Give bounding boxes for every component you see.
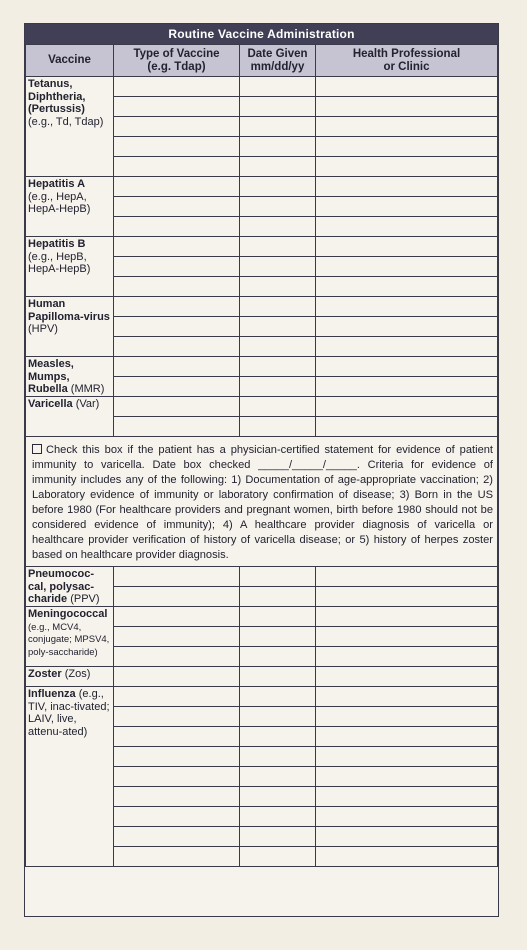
vaccine-name: Tetanus, Diphtheria, (Pertussis) — [28, 78, 86, 115]
type-of-vaccine-field[interactable] — [114, 787, 240, 807]
vaccine-name-cell-human-papilloma-virus — [26, 297, 114, 357]
type-of-vaccine-field[interactable] — [114, 97, 240, 117]
health-professional-field[interactable] — [316, 627, 498, 647]
health-professional-field[interactable] — [316, 847, 498, 867]
vaccine-examples: (e.g., Td, Tdap) — [28, 115, 104, 128]
date-given-field[interactable] — [240, 627, 316, 647]
health-professional-field[interactable] — [316, 117, 498, 137]
vaccine-entry-row — [26, 297, 498, 317]
vaccine-name: Varicella — [28, 398, 73, 410]
vaccine-entry-row — [26, 357, 498, 377]
type-of-vaccine-field[interactable] — [114, 137, 240, 157]
date-given-field[interactable] — [240, 687, 316, 707]
vaccine-examples: (e.g., HepB, HepA-HepB) — [28, 250, 91, 275]
health-professional-field[interactable] — [316, 667, 498, 687]
vaccine-examples: (e.g., MCV4, conjugate; MPSV4, poly-saccharide) — [28, 621, 110, 658]
type-of-vaccine-field[interactable] — [114, 567, 240, 587]
health-professional-field[interactable] — [316, 397, 498, 417]
date-given-field[interactable] — [240, 377, 316, 397]
date-given-field[interactable] — [240, 707, 316, 727]
health-professional-field[interactable] — [316, 197, 498, 217]
date-given-field[interactable] — [240, 807, 316, 827]
varicella-note-row — [26, 437, 498, 567]
type-of-vaccine-field[interactable] — [114, 337, 240, 357]
vaccine-name-cell-influenza — [26, 687, 114, 867]
health-professional-field[interactable] — [316, 377, 498, 397]
vaccine-examples: (Zos) — [64, 668, 91, 680]
type-of-vaccine-field[interactable] — [114, 177, 240, 197]
type-of-vaccine-field[interactable] — [114, 197, 240, 217]
date-given-field[interactable] — [240, 647, 316, 667]
vaccine-entry-row — [26, 607, 498, 627]
type-of-vaccine-field[interactable] — [114, 117, 240, 137]
date-given-field[interactable] — [240, 337, 316, 357]
health-professional-field[interactable] — [316, 707, 498, 727]
date-given-field[interactable] — [240, 77, 316, 97]
health-professional-field[interactable] — [316, 787, 498, 807]
header-row — [26, 45, 498, 77]
vaccine-examples: (PPV) — [70, 593, 100, 605]
date-given-field[interactable] — [240, 587, 316, 607]
vaccine-name: Zoster — [28, 668, 62, 680]
vaccine-examples: (e.g., TIV, inac-tivated; LAIV, live, attenu-ated) — [28, 688, 110, 738]
date-given-field[interactable] — [240, 277, 316, 297]
card-title: Routine Vaccine Administration — [25, 24, 498, 44]
vaccine-name: Hepatitis A — [28, 178, 86, 190]
health-professional-field[interactable] — [316, 587, 498, 607]
vaccine-entry-row — [26, 687, 498, 707]
header-type: Type of Vaccine (e.g. Tdap) — [114, 45, 240, 77]
vaccine-examples: (Var) — [75, 398, 100, 410]
vaccine-entry-row — [26, 667, 498, 687]
health-professional-field[interactable] — [316, 747, 498, 767]
date-given-field[interactable] — [240, 197, 316, 217]
vaccine-name: Pneumococ-cal, polysac-charide — [28, 568, 95, 605]
date-given-field[interactable] — [240, 397, 316, 417]
vaccine-name-cell-tetanus-diphtheria-pertussis — [26, 77, 114, 177]
type-of-vaccine-field[interactable] — [114, 77, 240, 97]
date-given-field[interactable] — [240, 567, 316, 587]
vaccine-entry-row — [26, 177, 498, 197]
health-professional-field[interactable] — [316, 827, 498, 847]
type-of-vaccine-field[interactable] — [114, 747, 240, 767]
type-of-vaccine-field[interactable] — [114, 607, 240, 627]
health-professional-field[interactable] — [316, 277, 498, 297]
vaccine-name-cell-hepatitis-b — [26, 237, 114, 297]
health-professional-field[interactable] — [316, 137, 498, 157]
vaccine-table — [25, 44, 498, 867]
health-professional-field[interactable] — [316, 337, 498, 357]
date-given-field[interactable] — [240, 787, 316, 807]
date-given-field[interactable] — [240, 217, 316, 237]
vaccine-name: Hepatitis B — [28, 238, 86, 250]
type-of-vaccine-field[interactable] — [114, 257, 240, 277]
health-professional-field[interactable] — [316, 97, 498, 117]
type-of-vaccine-field[interactable] — [114, 847, 240, 867]
date-given-field[interactable] — [240, 847, 316, 867]
type-of-vaccine-field[interactable] — [114, 807, 240, 827]
date-given-field[interactable] — [240, 317, 316, 337]
type-of-vaccine-field[interactable] — [114, 727, 240, 747]
type-of-vaccine-field[interactable] — [114, 667, 240, 687]
health-professional-field[interactable] — [316, 297, 498, 317]
type-of-vaccine-field[interactable] — [114, 417, 240, 437]
health-professional-field[interactable] — [316, 157, 498, 177]
type-of-vaccine-field[interactable] — [114, 377, 240, 397]
vaccine-name-cell-varicella — [26, 397, 114, 437]
header-date: Date Given mm/dd/yy — [240, 45, 316, 77]
date-given-field[interactable] — [240, 357, 316, 377]
type-of-vaccine-field[interactable] — [114, 587, 240, 607]
vaccine-name-cell-pneumococ-cal-polysac-charide — [26, 567, 114, 607]
vaccine-name-cell-hepatitis-a — [26, 177, 114, 237]
date-given-field[interactable] — [240, 607, 316, 627]
date-given-field[interactable] — [240, 747, 316, 767]
health-professional-field[interactable] — [316, 77, 498, 97]
date-given-field[interactable] — [240, 157, 316, 177]
date-given-field[interactable] — [240, 177, 316, 197]
type-of-vaccine-field[interactable] — [114, 237, 240, 257]
type-of-vaccine-field[interactable] — [114, 277, 240, 297]
type-of-vaccine-field[interactable] — [114, 157, 240, 177]
type-of-vaccine-field[interactable] — [114, 357, 240, 377]
type-of-vaccine-field[interactable] — [114, 217, 240, 237]
vaccine-name-cell-zoster — [26, 667, 114, 687]
health-professional-field[interactable] — [316, 217, 498, 237]
vaccine-name: Meningococcal — [28, 608, 108, 620]
vaccine-examples: (HPV) — [28, 323, 58, 335]
vaccine-name-cell-measles-mumps-rubella — [26, 357, 114, 397]
health-professional-field[interactable] — [316, 237, 498, 257]
varicella-immunity-note — [26, 437, 498, 567]
type-of-vaccine-field[interactable] — [114, 397, 240, 417]
health-professional-field[interactable] — [316, 807, 498, 827]
header-health-professional: Health Professional or Clinic — [316, 45, 498, 77]
health-professional-field[interactable] — [316, 647, 498, 667]
health-professional-field[interactable] — [316, 417, 498, 437]
date-given-field[interactable] — [240, 97, 316, 117]
header-vaccine: Vaccine — [26, 45, 114, 77]
type-of-vaccine-field[interactable] — [114, 767, 240, 787]
varicella-note-text: Check this box if the patient has a physician-certified statement for evidence of patient immunity to varicella. Date box checked _____/_____/_____. Criteria for evidence of immunity includes any of the following: 1) Documentation of age-appropriate vaccination; 2) Laboratory evidence of immunity or laboratory confirmation of disease; 3) Born in the US before 1980 (For healthcare providers and pregnant women, birth before 1980 should not be considered evidence of immunity); 4) A healthcare provider diagnosis of varicella or healthcare provider verification of history of varicella disease; or 5) history of herpes zoster based on healthcare provider diagnosis. — [32, 444, 493, 561]
vaccine-entry-row — [26, 77, 498, 97]
date-given-field[interactable] — [240, 117, 316, 137]
health-professional-field[interactable] — [316, 567, 498, 587]
date-given-field[interactable] — [240, 417, 316, 437]
health-professional-field[interactable] — [316, 317, 498, 337]
date-given-field[interactable] — [240, 297, 316, 317]
type-of-vaccine-field[interactable] — [114, 687, 240, 707]
type-of-vaccine-field[interactable] — [114, 827, 240, 847]
type-of-vaccine-field[interactable] — [114, 297, 240, 317]
immunity-checkbox[interactable] — [32, 444, 42, 454]
vaccine-entry-row — [26, 567, 498, 587]
date-given-field[interactable] — [240, 257, 316, 277]
vaccine-name: Measles, Mumps, Rubella — [28, 358, 74, 395]
type-of-vaccine-field[interactable] — [114, 317, 240, 337]
date-given-field[interactable] — [240, 667, 316, 687]
health-professional-field[interactable] — [316, 687, 498, 707]
vaccine-name-cell-meningococcal — [26, 607, 114, 667]
health-professional-field[interactable] — [316, 257, 498, 277]
vaccine-name: Human Papilloma-virus — [28, 298, 110, 323]
date-given-field[interactable] — [240, 237, 316, 257]
date-given-field[interactable] — [240, 767, 316, 787]
date-given-field[interactable] — [240, 727, 316, 747]
health-professional-field[interactable] — [316, 727, 498, 747]
vaccine-examples: (e.g., HepA, HepA-HepB) — [28, 190, 91, 215]
health-professional-field[interactable] — [316, 607, 498, 627]
vaccine-name: Influenza — [28, 688, 76, 700]
health-professional-field[interactable] — [316, 767, 498, 787]
vaccine-examples: (MMR) — [70, 383, 105, 395]
date-given-field[interactable] — [240, 137, 316, 157]
type-of-vaccine-field[interactable] — [114, 707, 240, 727]
vaccine-entry-row — [26, 237, 498, 257]
date-given-field[interactable] — [240, 827, 316, 847]
type-of-vaccine-field[interactable] — [114, 647, 240, 667]
health-professional-field[interactable] — [316, 177, 498, 197]
vaccine-entry-row — [26, 397, 498, 417]
health-professional-field[interactable] — [316, 357, 498, 377]
vaccine-record-card — [24, 23, 499, 917]
type-of-vaccine-field[interactable] — [114, 627, 240, 647]
